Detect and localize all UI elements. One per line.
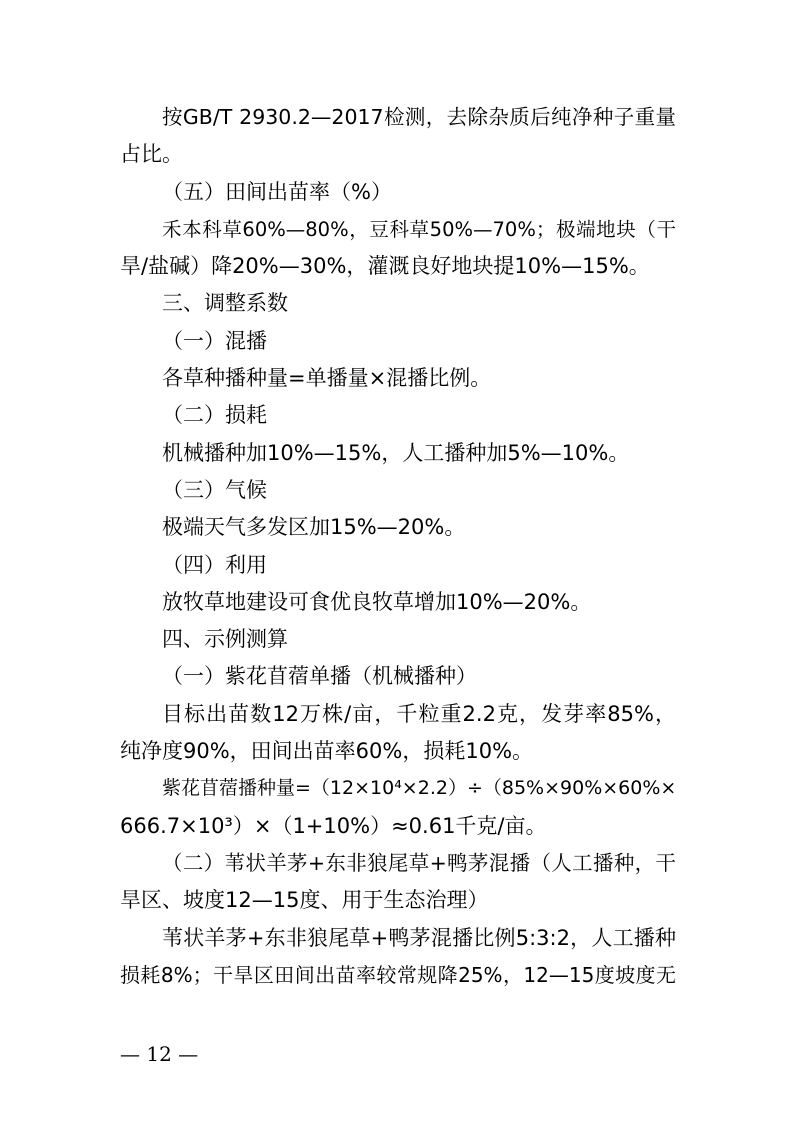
document-body — [120, 99, 676, 994]
text-line: 放牧草地建设可食优良牧草增加10%—20%。 — [162, 589, 592, 614]
text-line: 占比。 — [120, 142, 183, 167]
text-line: 旱/盐碱）降20%—30%，灌溉良好地块提10%—15%。 — [120, 254, 650, 279]
text-line: 666.7×10³）×（1+10%）≈0.61千克/亩。 — [120, 813, 547, 838]
text-line: 苇状羊茅+东非狼尾草+鸭茅混播比例5:3:2，人工播种 — [162, 925, 676, 950]
text-line: 损耗8%；干旱区田间出苗率较常规降25%，12—15度坡度无 — [120, 962, 676, 987]
text-line: （三）气候 — [162, 477, 267, 502]
text-line: 三、调整系数 — [162, 291, 288, 316]
text-line: 按GB/T 2930.2—2017检测，去除杂质后纯净种子重量 — [162, 105, 676, 129]
text-line: 禾本科草60%—80%，豆科草50%—70%；极端地块（干 — [162, 217, 676, 241]
text-line: （五）田间出苗率（%） — [162, 179, 392, 204]
text-line: 目标出苗数12万株/亩，千粒重2.2克，发芽率85%， — [162, 701, 676, 726]
text-line: 纯净度90%，田间出苗率60%，损耗10%。 — [120, 739, 534, 764]
text-line: 机械播种加10%—15%，人工播种加5%—10%。 — [162, 440, 630, 465]
text-line: 紫花苜蓿播种量=（12×10⁴×2.2）÷（85%×90%×60%× — [162, 777, 676, 800]
text-line: （二）苇状羊茅+东非狼尾草+鸭茅混播（人工播种，干 — [162, 850, 676, 875]
text-line: （四）利用 — [162, 552, 267, 577]
text-line: 各草种播种量=单播量×混播比例。 — [162, 366, 492, 391]
text-line: （二）损耗 — [162, 403, 267, 428]
page-number: — 12 — — [120, 1042, 199, 1066]
text-line: 极端天气多发区加15%—20%。 — [162, 515, 466, 540]
text-line: 旱区、坡度12—15度、用于生态治理） — [120, 888, 489, 913]
text-line: 四、示例测算 — [162, 627, 288, 652]
text-line: （一）紫花苜蓿单播（机械播种） — [162, 664, 477, 689]
text-line: （一）混播 — [162, 328, 267, 353]
